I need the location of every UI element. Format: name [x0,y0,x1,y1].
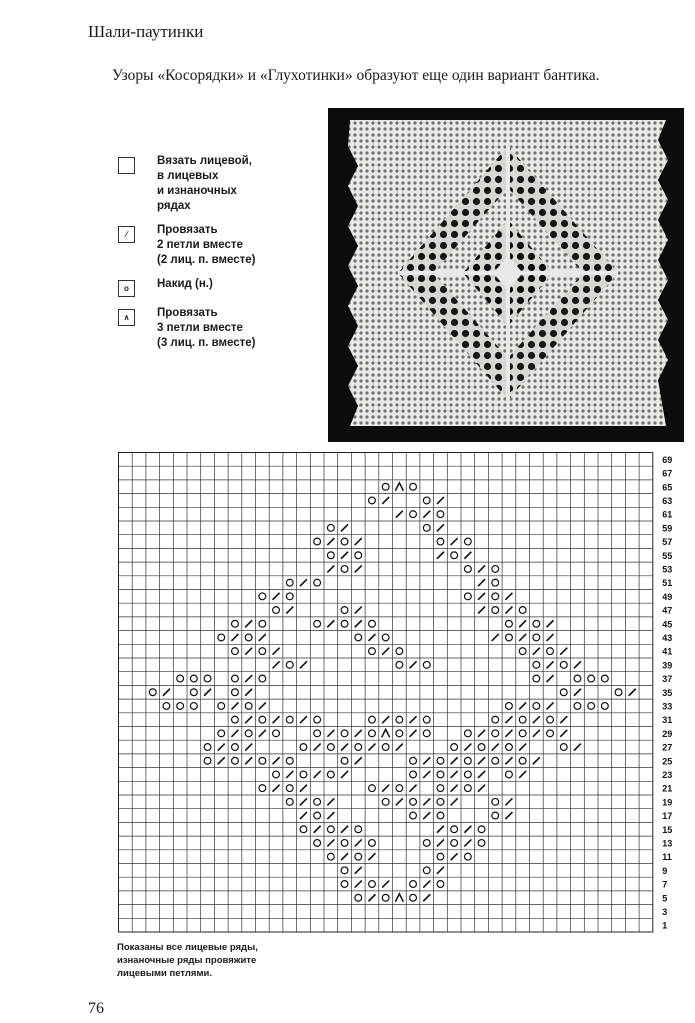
chart-row-label: 3 [662,906,668,917]
chart-row-label: 9 [662,865,668,876]
chart-row-label: 65 [662,482,673,493]
chart-row-label: 53 [662,564,673,575]
page-header: Шали-паутинки [88,22,204,41]
chart-row-label: 31 [662,715,673,726]
chart-row-label: 57 [662,537,673,548]
legend-yarn-over-icon: o [118,280,135,297]
chart-row-label: 37 [662,674,673,685]
chart-row-label: 45 [662,619,673,630]
legend-k2tog-icon: ⁄ [118,226,135,243]
legend-k3tog-icon: ∧ [118,309,135,326]
legend-knit-icon [118,157,135,174]
chart-row-label: 49 [662,591,673,602]
chart-row-label: 55 [662,550,673,561]
chart-row-label: 59 [662,523,673,534]
chart-row-label: 21 [662,783,673,794]
chart-row-label: 47 [662,605,673,616]
legend-item-k2tog [118,223,318,268]
chart-row-label: 41 [662,646,673,657]
legend-item-k3tog [118,306,318,351]
lace-photo-illustration [328,108,684,442]
chart-row-label: 69 [662,454,673,465]
page-subtitle: Узоры «Косорядки» и «Глухотинки» образуют еще один вариант бантика. [112,67,600,84]
chart-row-label: 19 [662,797,673,808]
legend-k3tog-text: Провязать 3 петли вместе (3 лиц. п. вместе) [157,307,256,349]
chart-row-label: 23 [662,769,673,780]
chart-row-label: 67 [662,468,673,479]
chart-row-label: 35 [662,687,673,698]
legend-item-yarn-over [118,277,318,297]
symbol-legend [118,154,318,360]
legend-yarn-over-text: Накид (н.) [157,278,213,290]
chart-row-label: 61 [662,509,673,520]
chart-grid-frame [119,453,653,933]
chart-row-label: 27 [662,742,673,753]
chart-row-label: 63 [662,495,673,506]
chart-row-label: 7 [662,879,668,890]
chart-row-label: 39 [662,660,673,671]
chart-row-label: 1 [662,920,668,931]
chart-row-label: 15 [662,824,673,835]
chart-row-label: 5 [662,893,668,904]
chart-footnote: Показаны все лицевые ряды, изнаночные ряды провяжите лицевыми петлями. [117,942,258,979]
chart-row-label: 17 [662,811,673,822]
chart-row-label: 33 [662,701,673,712]
chart-row-label: 51 [662,578,673,589]
chart-row-label: 11 [662,852,672,863]
legend-item-knit [118,154,318,214]
knitting-chart [118,452,673,936]
lace-photo [328,108,684,442]
chart-row-label: 29 [662,728,673,739]
legend-knit-text: Вязать лицевой, в лицевых и изнаночных рядах [157,155,252,212]
chart-row-label: 43 [662,632,673,643]
legend-k2tog-text: Провязать 2 петли вместе (2 лиц. п. вместе) [157,224,256,266]
page-number: 76 [88,1000,104,1017]
chart-row-label: 25 [662,756,673,767]
chart-row-label: 13 [662,838,673,849]
